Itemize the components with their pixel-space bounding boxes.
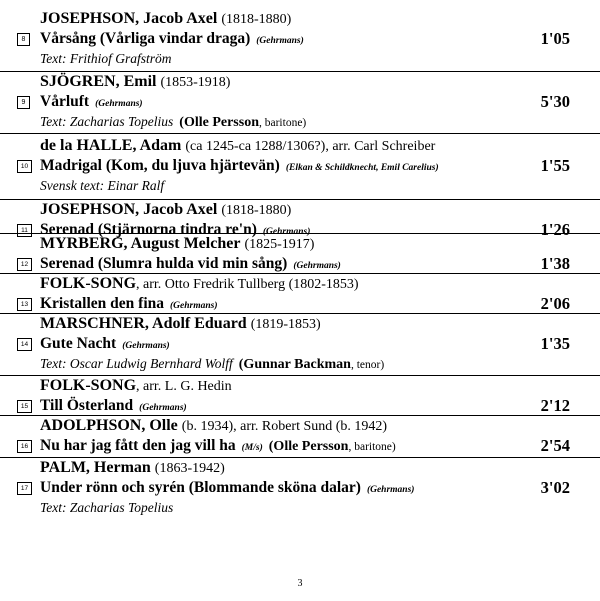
song-title: Till Österland	[40, 397, 134, 414]
performer: (Gunnar Backman	[238, 357, 351, 372]
track-entry	[0, 458, 600, 518]
arranger: , arr. Otto Fredrik Tullberg (1802-1853)	[136, 277, 359, 292]
track-entry	[0, 134, 600, 200]
performer: (Olle Persson	[268, 439, 349, 454]
lyricist-line	[0, 112, 600, 132]
duration: 5'30	[540, 92, 570, 111]
lyricist-line	[0, 498, 600, 518]
composer-name: ADOLPHSON, Olle	[40, 417, 178, 434]
composer-name: JOSEPHSON, Jacob Axel	[40, 201, 218, 218]
track-entry	[0, 72, 600, 134]
track-number-box: 9	[17, 96, 30, 109]
track-list	[0, 8, 600, 518]
composer-line	[0, 274, 600, 294]
song-title: Gute Nacht	[40, 335, 117, 352]
song-title: Serenad (Slumra hulda vid min sång)	[40, 255, 288, 272]
publisher: (Gehrmans)	[170, 301, 218, 311]
publisher: (Gehrmans)	[122, 341, 170, 351]
composer-dates: (ca 1245-ca 1288/1306?)	[185, 139, 326, 154]
composer-line	[0, 416, 600, 436]
track-number-box: 11	[17, 224, 32, 237]
composer-line	[0, 136, 600, 156]
publisher: (Gehrmans)	[262, 227, 311, 237]
voice-type: , baritone)	[348, 441, 396, 453]
duration: 2'06	[540, 294, 570, 313]
arranger: , arr. L. G. Hedin	[136, 379, 232, 394]
lyricist: Svensk text: Einar Ralf	[40, 178, 165, 193]
composer-line	[0, 200, 600, 220]
composer-line	[0, 458, 600, 478]
performer: (Olle Persson	[179, 115, 259, 130]
composer-name: JOSEPHSON, Jacob Axel	[40, 10, 218, 27]
song-title: Nu har jag fått den jag vill ha	[40, 437, 236, 454]
lyricist: Text: Oscar Ludwig Bernhard Wolff	[40, 356, 233, 371]
track-entry	[0, 274, 600, 314]
track-number-box: 10	[17, 160, 32, 173]
title-line	[0, 254, 600, 274]
composer-dates: (b. 1934)	[181, 419, 234, 434]
lyricist: Text: Frithiof Grafström	[40, 51, 172, 66]
page-number: 3	[297, 578, 303, 589]
voice-type: , tenor)	[350, 359, 385, 371]
duration: 1'26	[540, 220, 570, 239]
track-entry	[0, 234, 600, 274]
lyricist: Text: Zacharias Topelius	[40, 500, 174, 515]
lyricist-line	[0, 354, 600, 374]
title-line	[0, 92, 600, 112]
title-line	[0, 294, 600, 314]
composer-line	[0, 9, 600, 29]
publisher: (Elkan & Schildknecht, Emil Carelius)	[285, 163, 439, 173]
composer-dates: (1818-1880)	[221, 203, 292, 218]
lyricist-line	[0, 49, 600, 69]
publisher: (Gehrmans)	[256, 36, 304, 46]
composer-dates: (1853-1918)	[160, 75, 231, 90]
composer-dates: (1818-1880)	[221, 12, 292, 27]
track-number-box: 8	[17, 33, 30, 46]
title-line	[0, 436, 600, 456]
track-number-box: 17	[17, 482, 32, 495]
composer-name: de la HALLE, Adam	[40, 137, 182, 154]
arranger: , arr. Robert Sund (b. 1942)	[233, 419, 388, 434]
composer-name: MYRBERG, August Melcher	[40, 235, 241, 252]
title-line	[0, 478, 600, 498]
publisher: (Gehrmans)	[293, 261, 341, 271]
composer-name: FOLK-SONG	[40, 275, 137, 292]
publisher: (Gehrmans)	[366, 485, 415, 495]
song-title: Vårsång (Vårliga vindar draga)	[40, 30, 251, 47]
song-title: Madrigal (Kom, du ljuva hjärtevän)	[40, 157, 280, 174]
arranger: , arr. Carl Schreiber	[325, 139, 436, 154]
composer-dates: (1863-1942)	[154, 461, 225, 476]
track-entry	[0, 200, 600, 239]
composer-line	[0, 314, 600, 334]
publisher: (Gehrmans)	[95, 99, 143, 109]
composer-dates: (1825-1917)	[244, 237, 315, 252]
publisher: (M/s)	[241, 443, 263, 453]
composer-name: MARSCHNER, Adolf Eduard	[40, 315, 247, 332]
duration: 1'38	[540, 254, 570, 273]
duration: 1'05	[540, 29, 570, 48]
composer-name: FOLK-SONG	[40, 377, 137, 394]
composer-name: PALM, Herman	[40, 459, 151, 476]
song-title: Under rönn och syrén (Blommande sköna dalar)	[40, 479, 361, 496]
track-entry	[0, 416, 600, 458]
track-number-box: 13	[17, 298, 32, 311]
track-number-box: 16	[17, 440, 32, 453]
composer-name: SJÖGREN, Emil	[40, 73, 157, 90]
track-number-box: 12	[17, 258, 32, 271]
track-number-box: 14	[17, 338, 32, 351]
duration: 3'02	[540, 478, 570, 497]
lyricist-line	[0, 176, 600, 196]
track-entry	[0, 376, 600, 416]
track-number-box: 15	[17, 400, 32, 413]
publisher: (Gehrmans)	[139, 403, 187, 413]
title-line	[0, 156, 600, 176]
track-entry	[0, 314, 600, 376]
title-line	[0, 396, 600, 416]
composer-line	[0, 376, 600, 396]
duration: 2'12	[540, 396, 570, 415]
duration: 1'55	[540, 156, 570, 175]
composer-line	[0, 72, 600, 92]
track-entry	[0, 8, 600, 72]
voice-type: , baritone)	[259, 117, 307, 129]
song-title: Vårluft	[40, 93, 90, 110]
song-title: Kristallen den fina	[40, 295, 165, 312]
lyricist: Text: Zacharias Topelius	[40, 114, 174, 129]
composer-line	[0, 234, 600, 254]
song-title: Serenad (Stjärnorna tindra re'n)	[40, 221, 257, 238]
title-line	[0, 29, 600, 49]
duration: 1'35	[540, 334, 570, 353]
composer-dates: (1819-1853)	[250, 317, 321, 332]
duration: 2'54	[540, 436, 570, 455]
title-line	[0, 334, 600, 354]
